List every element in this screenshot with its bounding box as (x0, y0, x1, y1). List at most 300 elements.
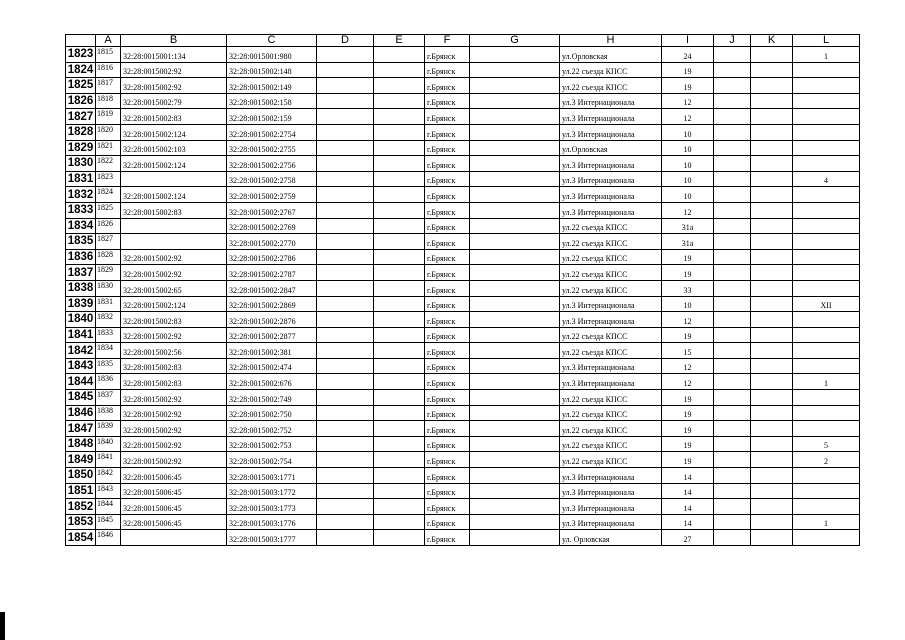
cell-g[interactable] (470, 171, 560, 187)
cell-b[interactable]: 32:28:0015002:92 (121, 62, 227, 78)
cell-k[interactable] (751, 483, 793, 499)
row-number-header[interactable]: 1828 (66, 124, 96, 140)
cell-i[interactable]: 14 (662, 483, 714, 499)
cell-f[interactable]: г.Брянск (425, 78, 470, 94)
cell-d[interactable] (317, 390, 374, 406)
cell-f[interactable]: г.Брянск (425, 452, 470, 468)
cell-k[interactable] (751, 156, 793, 172)
cell-e[interactable] (374, 140, 425, 156)
cell-a[interactable]: 1837 (96, 390, 121, 406)
cell-f[interactable]: г.Брянск (425, 202, 470, 218)
cell-a[interactable]: 1838 (96, 405, 121, 421)
cell-g[interactable] (470, 62, 560, 78)
cell-c[interactable]: 32:28:0015002:2877 (227, 327, 317, 343)
row-number-header[interactable]: 1833 (66, 202, 96, 218)
column-header[interactable]: I (662, 35, 714, 47)
cell-j[interactable] (714, 234, 751, 250)
cell-i[interactable]: 33 (662, 280, 714, 296)
corner-cell[interactable] (66, 35, 96, 47)
cell-c[interactable]: 32:28:0015003:1773 (227, 499, 317, 515)
row-number-header[interactable]: 1853 (66, 514, 96, 530)
cell-k[interactable] (751, 280, 793, 296)
cell-f[interactable]: г.Брянск (425, 530, 470, 546)
cell-l[interactable]: 2 (793, 452, 860, 468)
cell-g[interactable] (470, 234, 560, 250)
cell-g[interactable] (470, 327, 560, 343)
cell-j[interactable] (714, 452, 751, 468)
cell-l[interactable]: 4 (793, 171, 860, 187)
cell-j[interactable] (714, 530, 751, 546)
cell-d[interactable] (317, 187, 374, 203)
cell-g[interactable] (470, 93, 560, 109)
cell-d[interactable] (317, 140, 374, 156)
cell-f[interactable]: г.Брянск (425, 358, 470, 374)
cell-l[interactable] (793, 468, 860, 484)
cell-k[interactable] (751, 249, 793, 265)
cell-i[interactable]: 19 (662, 249, 714, 265)
cell-i[interactable]: 31а (662, 218, 714, 234)
cell-f[interactable]: г.Брянск (425, 234, 470, 250)
cell-i[interactable]: 14 (662, 499, 714, 515)
row-number-header[interactable]: 1854 (66, 530, 96, 546)
cell-i[interactable]: 19 (662, 421, 714, 437)
row-number-header[interactable]: 1837 (66, 265, 96, 281)
cell-c[interactable]: 32:28:0015002:2847 (227, 280, 317, 296)
cell-a[interactable]: 1841 (96, 452, 121, 468)
cell-k[interactable] (751, 530, 793, 546)
cell-d[interactable] (317, 312, 374, 328)
cell-a[interactable]: 1833 (96, 327, 121, 343)
cell-e[interactable] (374, 47, 425, 63)
cell-d[interactable] (317, 436, 374, 452)
cell-h[interactable]: ул.22 съезда КПСС (560, 78, 662, 94)
cell-f[interactable]: г.Брянск (425, 171, 470, 187)
cell-b[interactable]: 32:28:0015002:92 (121, 78, 227, 94)
cell-d[interactable] (317, 358, 374, 374)
cell-a[interactable]: 1839 (96, 421, 121, 437)
cell-e[interactable] (374, 249, 425, 265)
cell-d[interactable] (317, 343, 374, 359)
cell-a[interactable]: 1835 (96, 358, 121, 374)
cell-k[interactable] (751, 202, 793, 218)
cell-e[interactable] (374, 374, 425, 390)
cell-i[interactable]: 19 (662, 452, 714, 468)
cell-c[interactable]: 32:28:0015003:1777 (227, 530, 317, 546)
cell-i[interactable]: 10 (662, 156, 714, 172)
cell-g[interactable] (470, 374, 560, 390)
cell-i[interactable]: 19 (662, 265, 714, 281)
cell-a[interactable]: 1836 (96, 374, 121, 390)
cell-c[interactable]: 32:28:0015002:2769 (227, 218, 317, 234)
cell-f[interactable]: г.Брянск (425, 343, 470, 359)
cell-i[interactable]: 14 (662, 468, 714, 484)
cell-f[interactable]: г.Брянск (425, 483, 470, 499)
cell-f[interactable]: г.Брянск (425, 140, 470, 156)
cell-g[interactable] (470, 390, 560, 406)
cell-i[interactable]: 10 (662, 187, 714, 203)
cell-d[interactable] (317, 171, 374, 187)
cell-l[interactable] (793, 218, 860, 234)
cell-i[interactable]: 12 (662, 109, 714, 125)
cell-a[interactable]: 1828 (96, 249, 121, 265)
cell-i[interactable]: 19 (662, 436, 714, 452)
cell-a[interactable]: 1824 (96, 187, 121, 203)
cell-f[interactable]: г.Брянск (425, 265, 470, 281)
cell-l[interactable] (793, 343, 860, 359)
cell-d[interactable] (317, 514, 374, 530)
cell-a[interactable]: 1843 (96, 483, 121, 499)
column-header[interactable]: L (793, 35, 860, 47)
cell-e[interactable] (374, 78, 425, 94)
cell-e[interactable] (374, 499, 425, 515)
cell-g[interactable] (470, 530, 560, 546)
cell-h[interactable]: ул. Орловская (560, 530, 662, 546)
cell-l[interactable] (793, 390, 860, 406)
cell-g[interactable] (470, 483, 560, 499)
cell-f[interactable]: г.Брянск (425, 249, 470, 265)
cell-h[interactable]: ул.22 съезда КПСС (560, 390, 662, 406)
row-number-header[interactable]: 1846 (66, 405, 96, 421)
row-number-header[interactable]: 1845 (66, 390, 96, 406)
cell-b[interactable] (121, 530, 227, 546)
cell-c[interactable]: 32:28:0015002:2756 (227, 156, 317, 172)
cell-c[interactable]: 32:28:0015003:1776 (227, 514, 317, 530)
cell-i[interactable]: 12 (662, 358, 714, 374)
cell-a[interactable]: 1822 (96, 156, 121, 172)
cell-d[interactable] (317, 124, 374, 140)
cell-f[interactable]: г.Брянск (425, 390, 470, 406)
cell-b[interactable]: 32:28:0015002:83 (121, 202, 227, 218)
cell-a[interactable]: 1826 (96, 218, 121, 234)
cell-c[interactable]: 32:28:0015002:752 (227, 421, 317, 437)
row-number-header[interactable]: 1840 (66, 312, 96, 328)
cell-b[interactable]: 32:28:0015002:124 (121, 156, 227, 172)
cell-d[interactable] (317, 421, 374, 437)
row-number-header[interactable]: 1836 (66, 249, 96, 265)
cell-h[interactable]: ул.3 Интернационала (560, 374, 662, 390)
cell-d[interactable] (317, 405, 374, 421)
row-number-header[interactable]: 1852 (66, 499, 96, 515)
row-number-header[interactable]: 1823 (66, 47, 96, 63)
cell-a[interactable]: 1845 (96, 514, 121, 530)
cell-a[interactable]: 1818 (96, 93, 121, 109)
cell-a[interactable]: 1815 (96, 47, 121, 63)
cell-k[interactable] (751, 358, 793, 374)
cell-a[interactable]: 1825 (96, 202, 121, 218)
row-number-header[interactable]: 1843 (66, 358, 96, 374)
cell-c[interactable]: 32:28:0015002:2758 (227, 171, 317, 187)
cell-c[interactable]: 32:28:0015002:2754 (227, 124, 317, 140)
cell-e[interactable] (374, 483, 425, 499)
cell-h[interactable]: ул.22 съезда КПСС (560, 265, 662, 281)
cell-b[interactable]: 32:28:0015006:45 (121, 468, 227, 484)
cell-f[interactable]: г.Брянск (425, 312, 470, 328)
cell-c[interactable]: 32:28:0015002:2755 (227, 140, 317, 156)
cell-e[interactable] (374, 265, 425, 281)
cell-g[interactable] (470, 78, 560, 94)
cell-e[interactable] (374, 405, 425, 421)
cell-a[interactable]: 1827 (96, 234, 121, 250)
row-number-header[interactable]: 1851 (66, 483, 96, 499)
cell-d[interactable] (317, 452, 374, 468)
cell-b[interactable]: 32:28:0015002:79 (121, 93, 227, 109)
cell-k[interactable] (751, 296, 793, 312)
cell-f[interactable]: г.Брянск (425, 468, 470, 484)
row-number-header[interactable]: 1838 (66, 280, 96, 296)
cell-k[interactable] (751, 78, 793, 94)
cell-d[interactable] (317, 109, 374, 125)
cell-g[interactable] (470, 249, 560, 265)
cell-c[interactable]: 32:28:0015003:1772 (227, 483, 317, 499)
cell-h[interactable]: ул.3 Интернационала (560, 483, 662, 499)
cell-f[interactable]: г.Брянск (425, 514, 470, 530)
cell-c[interactable]: 32:28:0015002:158 (227, 93, 317, 109)
column-header[interactable]: K (751, 35, 793, 47)
cell-e[interactable] (374, 312, 425, 328)
cell-k[interactable] (751, 468, 793, 484)
cell-b[interactable]: 32:28:0015002:124 (121, 124, 227, 140)
cell-j[interactable] (714, 514, 751, 530)
cell-g[interactable] (470, 312, 560, 328)
cell-l[interactable] (793, 109, 860, 125)
cell-j[interactable] (714, 249, 751, 265)
cell-i[interactable]: 31а (662, 234, 714, 250)
cell-i[interactable]: 10 (662, 140, 714, 156)
cell-l[interactable] (793, 265, 860, 281)
cell-b[interactable]: 32:28:0015002:56 (121, 343, 227, 359)
cell-e[interactable] (374, 234, 425, 250)
cell-h[interactable]: ул.22 съезда КПСС (560, 343, 662, 359)
cell-h[interactable]: ул.Орловская (560, 140, 662, 156)
cell-b[interactable] (121, 171, 227, 187)
cell-c[interactable]: 32:28:0015002:148 (227, 62, 317, 78)
cell-b[interactable]: 32:28:0015002:92 (121, 421, 227, 437)
cell-e[interactable] (374, 62, 425, 78)
cell-b[interactable]: 32:28:0015002:103 (121, 140, 227, 156)
cell-l[interactable] (793, 187, 860, 203)
cell-f[interactable]: г.Брянск (425, 109, 470, 125)
cell-h[interactable]: ул.3 Интернационала (560, 296, 662, 312)
row-number-header[interactable]: 1827 (66, 109, 96, 125)
cell-h[interactable]: ул.3 Интернационала (560, 109, 662, 125)
cell-f[interactable]: г.Брянск (425, 93, 470, 109)
cell-i[interactable]: 10 (662, 171, 714, 187)
cell-b[interactable]: 32:28:0015002:83 (121, 109, 227, 125)
cell-c[interactable]: 32:28:0015002:159 (227, 109, 317, 125)
cell-h[interactable]: ул.Орловская (560, 47, 662, 63)
cell-e[interactable] (374, 436, 425, 452)
cell-f[interactable]: г.Брянск (425, 405, 470, 421)
cell-k[interactable] (751, 390, 793, 406)
row-number-header[interactable]: 1849 (66, 452, 96, 468)
cell-c[interactable]: 32:28:0015002:754 (227, 452, 317, 468)
cell-k[interactable] (751, 343, 793, 359)
cell-h[interactable]: ул.22 съезда КПСС (560, 62, 662, 78)
cell-e[interactable] (374, 124, 425, 140)
cell-c[interactable]: 32:28:0015002:2787 (227, 265, 317, 281)
cell-g[interactable] (470, 202, 560, 218)
cell-j[interactable] (714, 78, 751, 94)
row-number-header[interactable]: 1850 (66, 468, 96, 484)
cell-c[interactable]: 32:28:0015003:1771 (227, 468, 317, 484)
cell-e[interactable] (374, 327, 425, 343)
cell-k[interactable] (751, 234, 793, 250)
cell-e[interactable] (374, 468, 425, 484)
cell-g[interactable] (470, 140, 560, 156)
cell-f[interactable]: г.Брянск (425, 436, 470, 452)
cell-c[interactable]: 32:28:0015002:753 (227, 436, 317, 452)
cell-l[interactable] (793, 249, 860, 265)
cell-g[interactable] (470, 405, 560, 421)
row-number-header[interactable]: 1842 (66, 343, 96, 359)
cell-c[interactable]: 32:28:0015002:149 (227, 78, 317, 94)
cell-g[interactable] (470, 280, 560, 296)
cell-g[interactable] (470, 265, 560, 281)
cell-e[interactable] (374, 171, 425, 187)
cell-d[interactable] (317, 530, 374, 546)
cell-e[interactable] (374, 421, 425, 437)
cell-j[interactable] (714, 374, 751, 390)
cell-h[interactable]: ул.3 Интернационала (560, 312, 662, 328)
cell-a[interactable]: 1834 (96, 343, 121, 359)
cell-g[interactable] (470, 421, 560, 437)
cell-b[interactable]: 32:28:0015002:124 (121, 296, 227, 312)
cell-d[interactable] (317, 234, 374, 250)
cell-i[interactable]: 19 (662, 62, 714, 78)
cell-l[interactable] (793, 93, 860, 109)
cell-e[interactable] (374, 187, 425, 203)
cell-c[interactable]: 32:28:0015002:2770 (227, 234, 317, 250)
cell-b[interactable] (121, 218, 227, 234)
cell-g[interactable] (470, 156, 560, 172)
cell-e[interactable] (374, 202, 425, 218)
cell-k[interactable] (751, 499, 793, 515)
cell-k[interactable] (751, 93, 793, 109)
cell-k[interactable] (751, 436, 793, 452)
column-header[interactable]: E (374, 35, 425, 47)
cell-b[interactable]: 32:28:0015002:92 (121, 265, 227, 281)
cell-l[interactable]: 1 (793, 514, 860, 530)
row-number-header[interactable]: 1841 (66, 327, 96, 343)
row-number-header[interactable]: 1831 (66, 171, 96, 187)
cell-l[interactable] (793, 530, 860, 546)
cell-i[interactable]: 12 (662, 202, 714, 218)
cell-k[interactable] (751, 140, 793, 156)
cell-d[interactable] (317, 374, 374, 390)
cell-a[interactable]: 1842 (96, 468, 121, 484)
cell-j[interactable] (714, 218, 751, 234)
cell-f[interactable]: г.Брянск (425, 47, 470, 63)
cell-j[interactable] (714, 358, 751, 374)
cell-g[interactable] (470, 452, 560, 468)
cell-h[interactable]: ул.3 Интернационала (560, 202, 662, 218)
cell-d[interactable] (317, 483, 374, 499)
cell-i[interactable]: 19 (662, 327, 714, 343)
cell-c[interactable]: 32:28:0015002:381 (227, 343, 317, 359)
cell-l[interactable] (793, 140, 860, 156)
cell-j[interactable] (714, 312, 751, 328)
row-number-header[interactable]: 1824 (66, 62, 96, 78)
cell-h[interactable]: ул.22 съезда КПСС (560, 249, 662, 265)
row-number-header[interactable]: 1839 (66, 296, 96, 312)
row-number-header[interactable]: 1825 (66, 78, 96, 94)
cell-g[interactable] (470, 47, 560, 63)
cell-b[interactable]: 32:28:0015002:92 (121, 405, 227, 421)
cell-l[interactable] (793, 358, 860, 374)
cell-e[interactable] (374, 93, 425, 109)
cell-d[interactable] (317, 327, 374, 343)
cell-k[interactable] (751, 421, 793, 437)
cell-c[interactable]: 32:28:0015002:2869 (227, 296, 317, 312)
cell-f[interactable]: г.Брянск (425, 296, 470, 312)
cell-c[interactable]: 32:28:0015002:749 (227, 390, 317, 406)
cell-a[interactable]: 1840 (96, 436, 121, 452)
cell-a[interactable]: 1819 (96, 109, 121, 125)
cell-b[interactable]: 32:28:0015002:92 (121, 436, 227, 452)
cell-e[interactable] (374, 296, 425, 312)
row-number-header[interactable]: 1844 (66, 374, 96, 390)
cell-k[interactable] (751, 265, 793, 281)
cell-k[interactable] (751, 171, 793, 187)
cell-b[interactable] (121, 234, 227, 250)
cell-d[interactable] (317, 296, 374, 312)
cell-a[interactable]: 1831 (96, 296, 121, 312)
cell-a[interactable]: 1844 (96, 499, 121, 515)
cell-j[interactable] (714, 47, 751, 63)
cell-k[interactable] (751, 62, 793, 78)
cell-f[interactable]: г.Брянск (425, 62, 470, 78)
cell-b[interactable]: 32:28:0015002:83 (121, 358, 227, 374)
cell-i[interactable]: 10 (662, 124, 714, 140)
row-number-header[interactable]: 1834 (66, 218, 96, 234)
cell-j[interactable] (714, 171, 751, 187)
cell-b[interactable]: 32:28:0015002:92 (121, 327, 227, 343)
cell-c[interactable]: 32:28:0015002:676 (227, 374, 317, 390)
row-number-header[interactable]: 1848 (66, 436, 96, 452)
cell-l[interactable]: 1 (793, 47, 860, 63)
cell-l[interactable] (793, 327, 860, 343)
cell-g[interactable] (470, 499, 560, 515)
cell-h[interactable]: ул.3 Интернационала (560, 514, 662, 530)
cell-j[interactable] (714, 468, 751, 484)
cell-h[interactable]: ул.3 Интернационала (560, 156, 662, 172)
column-header[interactable]: G (470, 35, 560, 47)
cell-h[interactable]: ул.3 Интернационала (560, 358, 662, 374)
cell-j[interactable] (714, 93, 751, 109)
cell-a[interactable]: 1821 (96, 140, 121, 156)
cell-l[interactable] (793, 78, 860, 94)
column-header[interactable]: C (227, 35, 317, 47)
cell-b[interactable]: 32:28:0015001:134 (121, 47, 227, 63)
cell-e[interactable] (374, 452, 425, 468)
cell-b[interactable]: 32:28:0015006:45 (121, 514, 227, 530)
cell-c[interactable]: 32:28:0015002:750 (227, 405, 317, 421)
cell-g[interactable] (470, 124, 560, 140)
cell-b[interactable]: 32:28:0015002:124 (121, 187, 227, 203)
cell-a[interactable]: 1823 (96, 171, 121, 187)
cell-l[interactable] (793, 202, 860, 218)
cell-f[interactable]: г.Брянск (425, 124, 470, 140)
cell-j[interactable] (714, 62, 751, 78)
cell-e[interactable] (374, 530, 425, 546)
cell-i[interactable]: 24 (662, 47, 714, 63)
cell-e[interactable] (374, 156, 425, 172)
cell-b[interactable]: 32:28:0015002:65 (121, 280, 227, 296)
cell-l[interactable] (793, 421, 860, 437)
cell-l[interactable] (793, 62, 860, 78)
cell-g[interactable] (470, 468, 560, 484)
row-number-header[interactable]: 1829 (66, 140, 96, 156)
